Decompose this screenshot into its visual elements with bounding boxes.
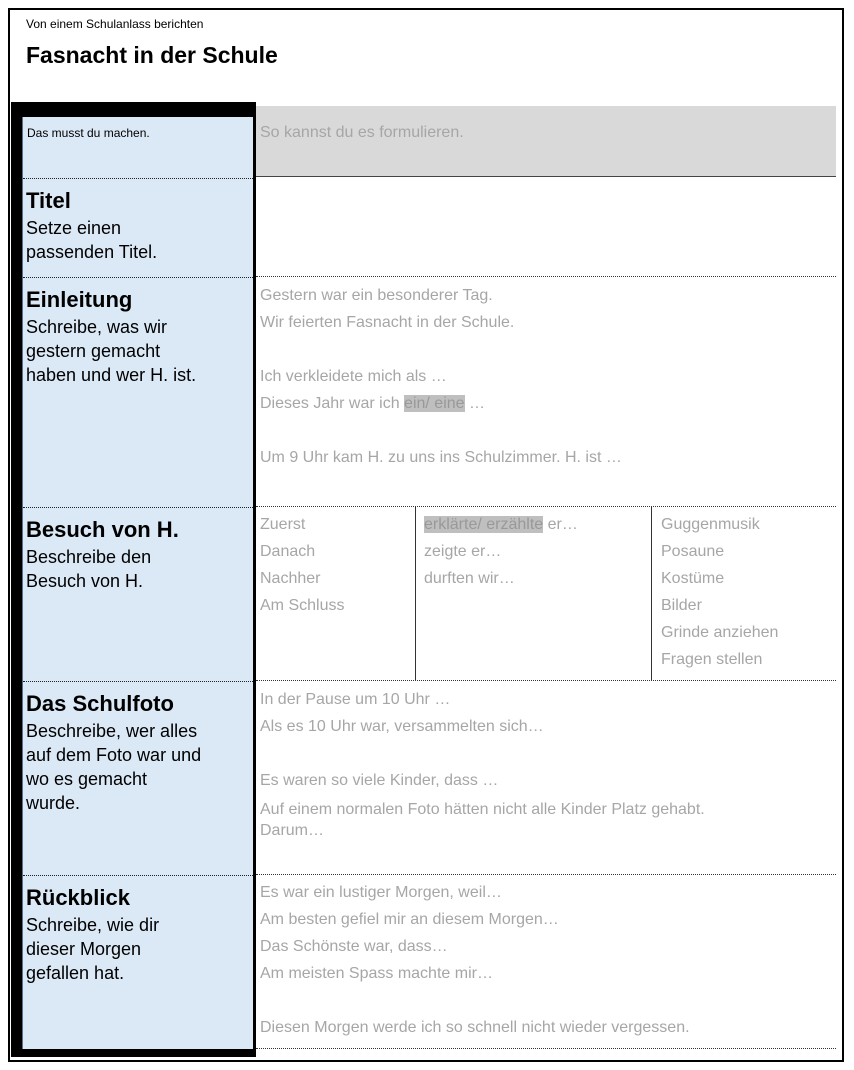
left-divider [23, 681, 253, 682]
phrase-line: Es waren so viele Kinder, dass … [260, 772, 499, 789]
phrase-line: Diesen Morgen werde ich so schnell nicht wieder vergessen. [260, 1019, 690, 1036]
phrase-line: Grinde anziehen [661, 624, 779, 641]
left-divider [23, 507, 253, 508]
row-divider [256, 506, 836, 507]
highlighted-phrase: ein/ eine [404, 395, 465, 412]
phrase-line: Um 9 Uhr kam H. zu uns ins Schulzimmer. H. ist … [260, 449, 622, 466]
column-divider [415, 507, 416, 680]
left-divider [23, 178, 253, 179]
row-divider [256, 276, 836, 277]
left-divider [23, 875, 253, 876]
phrase-line: erklärte/ erzählte er… [424, 516, 578, 533]
besuch-column-2 [424, 511, 578, 592]
row-divider [256, 1048, 836, 1049]
row-divider [256, 874, 836, 875]
phrase-line: Es war ein lustiger Morgen, weil… [260, 884, 502, 901]
phrase-line: zeigte er… [424, 543, 502, 560]
section-heading: Das Schulfoto [26, 691, 174, 716]
phrase-line: Zuerst [260, 516, 306, 533]
spacer [260, 740, 705, 767]
section-besuch [26, 516, 179, 593]
phrase-line: Posaune [661, 543, 725, 560]
row-divider [256, 680, 836, 681]
phrase-line: Das Schönste war, dass… [260, 938, 448, 955]
phrase-line: Auf einem normalen Foto hätten nicht alle Kinder Platz gehabt. [260, 801, 705, 818]
section-instruction: Beschreibe, wer alles auf dem Foto war und wo es gemacht wurde. [26, 721, 202, 813]
left-column-header: Das musst du machen. [27, 126, 150, 140]
section-heading: Titel [26, 188, 71, 213]
section-instruction: Setze einen passenden Titel. [26, 218, 158, 262]
schulfoto-phrases [260, 686, 705, 841]
right-column-header [256, 106, 836, 177]
worksheet-title: Fasnacht in der Schule [26, 42, 278, 68]
phrase-line: Dieses Jahr war ich ein/ eine … [260, 395, 485, 412]
right-column-header-label: So kannst du es formulieren. [260, 124, 464, 141]
highlighted-phrase: erklärte/ erzählte [424, 516, 544, 533]
besuch-column-1 [260, 511, 344, 619]
phrase-line: Am meisten Spass machte mir… [260, 965, 493, 982]
phrase-line: Darum… [260, 822, 325, 839]
column-divider [651, 507, 652, 680]
phrase-line: Danach [260, 543, 316, 560]
section-instruction: Schreibe, wie dir dieser Morgen gefallen hat. [26, 915, 160, 983]
phrase-line: Guggenmusik [661, 516, 760, 533]
phrase-line: Kostüme [661, 570, 725, 587]
phrase-line: Ich verkleidete mich als … [260, 368, 447, 385]
spacer [260, 987, 690, 1014]
phrase-line: durften wir… [424, 570, 515, 587]
phrase-line: Bilder [661, 597, 702, 614]
section-rueckblick [26, 884, 159, 985]
spacer [260, 336, 622, 363]
section-einleitung [26, 286, 196, 387]
section-titel [26, 187, 157, 264]
section-schulfoto [26, 690, 201, 815]
phrase-line: Am besten gefiel mir an diesem Morgen… [260, 911, 559, 928]
besuch-column-3 [661, 511, 778, 673]
section-heading: Rückblick [26, 885, 130, 910]
section-heading: Besuch von H. [26, 517, 179, 542]
phrase-line: Wir feierten Fasnacht in der Schule. [260, 314, 515, 331]
phrase-line: In der Pause um 10 Uhr … [260, 691, 451, 708]
phrase-line: Fragen stellen [661, 651, 763, 668]
phrase-line: Am Schluss [260, 597, 345, 614]
rueckblick-phrases [260, 879, 690, 1041]
section-instruction: Beschreibe den Besuch von H. [26, 547, 152, 591]
worksheet-subtitle: Von einem Schulanlass berichten [26, 17, 204, 31]
left-divider [23, 277, 253, 278]
phrase-line: Nachher [260, 570, 321, 587]
section-instruction: Schreibe, was wir gestern gemacht haben und wer H. ist. [26, 317, 197, 385]
einleitung-phrases [260, 282, 622, 471]
phrase-line: Gestern war ein besonderer Tag. [260, 287, 493, 304]
phrase-line: Als es 10 Uhr war, versammelten sich… [260, 718, 544, 735]
section-heading: Einleitung [26, 287, 133, 312]
spacer [260, 417, 622, 444]
